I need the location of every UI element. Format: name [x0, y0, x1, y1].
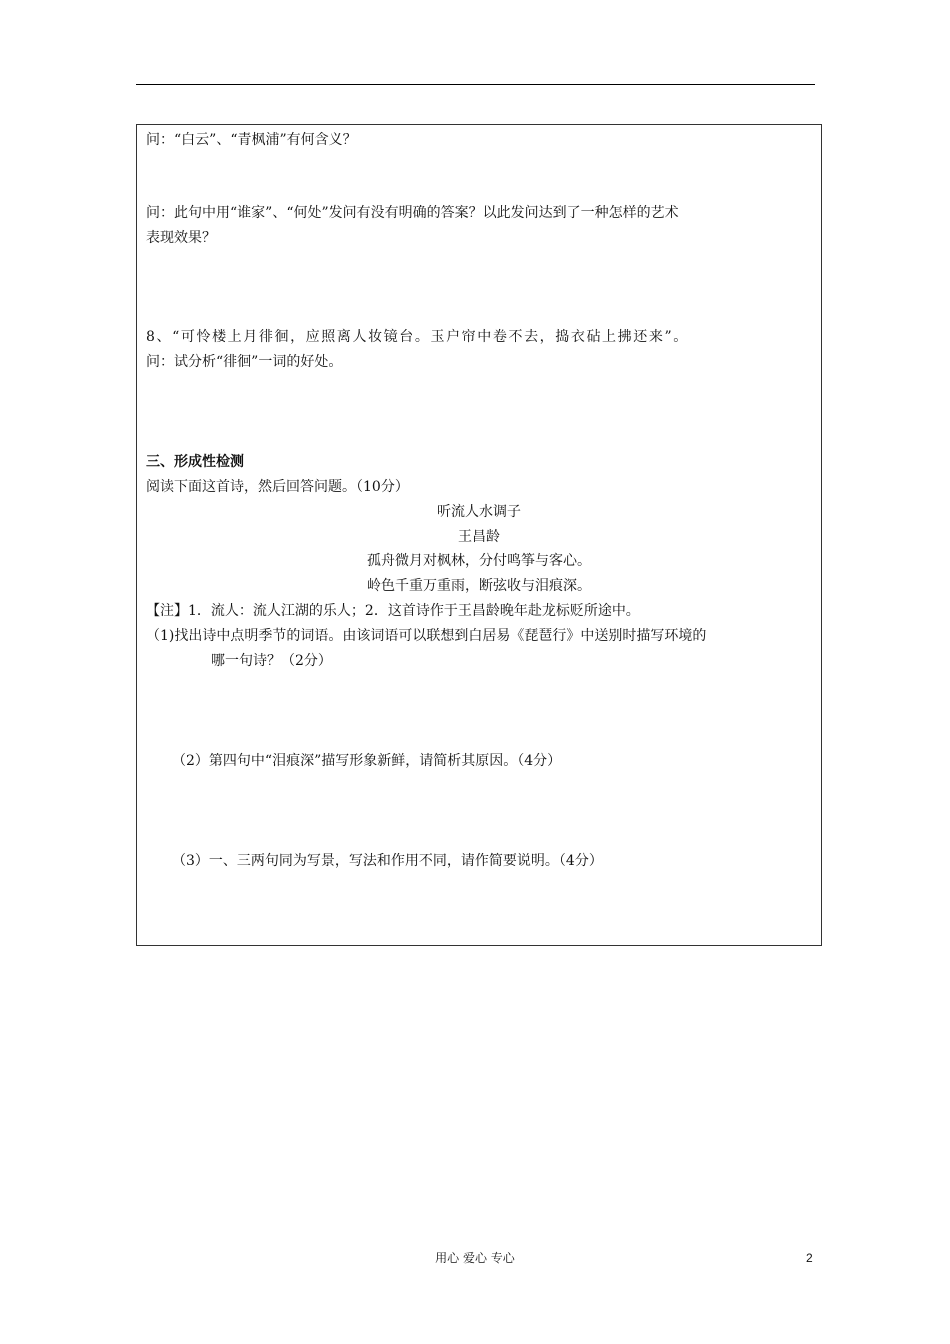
poem-title: 听流人水调子 [437, 504, 521, 520]
header-rule [136, 84, 815, 85]
item-3: （3）一、三两句同为写景，写法和作用不同，请作简要说明。（4分） [172, 853, 603, 869]
page-number: 2 [806, 1251, 813, 1265]
question-baiyun: 问：“白云”、“青枫浦”有何含义？ [146, 132, 357, 148]
section-3-heading: 三、形成性检测 [146, 454, 244, 470]
question-shuijia-line1: 问：此句中用“谁家”、“何处”发问有没有明确的答案？以此发问达到了一种怎样的艺术 [146, 205, 679, 221]
poem-line-2: 岭色千重万重雨，断弦收与泪痕深。 [367, 578, 591, 594]
item-1-line2: 哪一句诗？（2分） [211, 653, 332, 669]
question-8-poem-line: 8、“可怜楼上月徘徊，应照离人妆镜台。玉户帘中卷不去，捣衣砧上拂还来”。 [146, 329, 689, 345]
poem-note: 【注】1．流人：流人江湖的乐人；2．这首诗作于王昌龄晚年赴龙标贬所途中。 [146, 603, 640, 619]
content-box [136, 124, 822, 946]
section-3-intro: 阅读下面这首诗，然后回答问题。（10分） [146, 479, 409, 495]
item-1-line1: （1)找出诗中点明季节的词语。由该词语可以联想到白居易《琵琶行》中送别时描写环境的 [146, 628, 707, 644]
poem-author: 王昌龄 [458, 529, 500, 545]
poem-line-1: 孤舟微月对枫林，分付鸣筝与客心。 [367, 553, 591, 569]
footer-motto: 用心 爱心 专心 [435, 1251, 515, 1265]
question-8-ask: 问：试分析“徘徊”一词的好处。 [146, 354, 343, 370]
item-2: （2）第四句中“泪痕深”描写形象新鲜，请简析其原因。（4分） [172, 753, 562, 769]
question-shuijia-line2: 表现效果？ [146, 230, 216, 246]
